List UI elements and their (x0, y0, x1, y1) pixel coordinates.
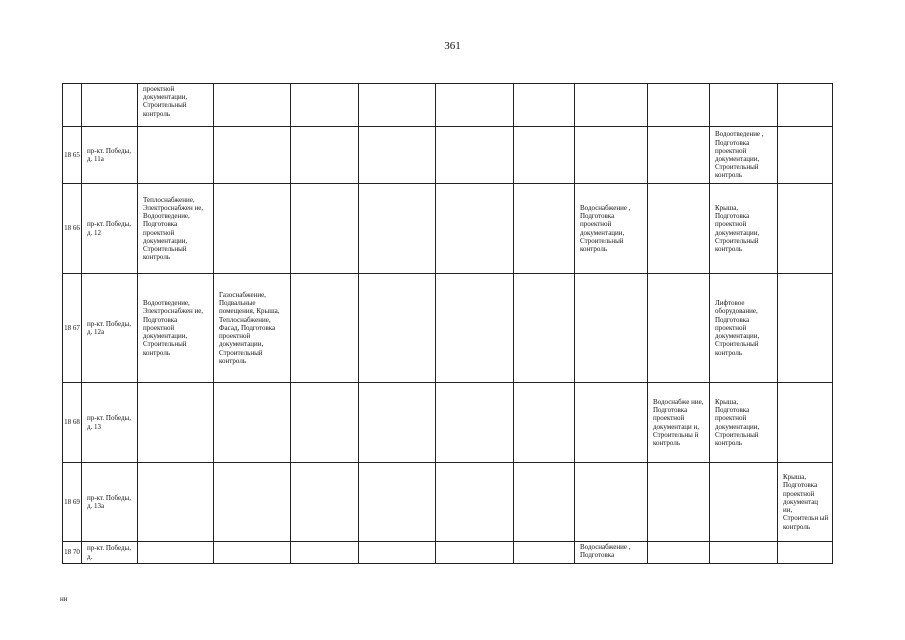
work-type-cell (575, 463, 648, 542)
address-cell (82, 84, 138, 127)
work-type-cell (514, 463, 575, 542)
address-cell: пр-кт. Победы, д. 12а (82, 274, 138, 383)
work-type-cell (514, 383, 575, 463)
row-number-cell: 18 67 (63, 274, 82, 383)
work-type-cell (436, 274, 514, 383)
work-type-cell (436, 84, 514, 127)
table-row (63, 84, 833, 127)
work-type-cell (514, 127, 575, 184)
page-number: 361 (444, 40, 461, 52)
address-cell: пр-кт. Победы, д. 11а (82, 127, 138, 184)
work-type-cell (436, 542, 514, 564)
work-type-cell (778, 127, 833, 184)
work-type-cell (778, 274, 833, 383)
work-type-cell (214, 542, 291, 564)
work-type-cell (359, 184, 436, 274)
work-type-cell (291, 127, 359, 184)
address-cell: пр-кт. Победы, д. 12 (82, 184, 138, 274)
works-table-body (63, 84, 833, 564)
row-number-cell: 18 68 (63, 383, 82, 463)
row-number-cell: 18 70 (63, 542, 82, 564)
address-cell: пр-кт. Победы, д. (82, 542, 138, 564)
work-type-cell (514, 84, 575, 127)
work-type-cell (214, 127, 291, 184)
work-type-cell (778, 184, 833, 274)
work-type-cell (710, 84, 778, 127)
work-type-cell (359, 84, 436, 127)
work-type-cell (138, 542, 214, 564)
work-type-cell (359, 274, 436, 383)
work-type-cell: Водоснабжение , Подготовка проектной документации, Строительный контроль (575, 184, 648, 274)
row-number-cell (63, 84, 82, 127)
work-type-cell (291, 84, 359, 127)
table-row (63, 127, 833, 184)
work-type-cell (359, 127, 436, 184)
work-type-cell (710, 542, 778, 564)
work-type-cell (648, 184, 710, 274)
work-type-cell (575, 127, 648, 184)
work-type-cell (214, 184, 291, 274)
work-type-cell (778, 542, 833, 564)
work-type-cell: Водоотведение, Электроснабжен ие, Подготовка проектной документации, Строительный контроль (138, 274, 214, 383)
work-type-cell (575, 274, 648, 383)
work-type-cell: Теплоснабжение, Электроснабжен ие, Водоотведение, Подготовка проектной документации, Строительный контроль (138, 184, 214, 274)
footer-mark: нн (60, 595, 68, 603)
work-type-cell (648, 542, 710, 564)
work-type-cell: Газоснабжение, Подвальные помещения, Крыша, Теплоснабжение, Фасад, Подготовка проектной документации, Строительный контроль (214, 274, 291, 383)
work-type-cell (778, 383, 833, 463)
works-table-container (62, 83, 833, 564)
work-type-cell (138, 127, 214, 184)
work-type-cell: Водоснабже ние, Подготовка проектной документаци и, Строительны й контроль (648, 383, 710, 463)
address-cell: пр-кт. Победы, д. 13а (82, 463, 138, 542)
table-row (63, 383, 833, 463)
table-row (63, 542, 833, 564)
work-type-cell (514, 274, 575, 383)
work-type-cell (214, 383, 291, 463)
row-number-cell: 18 65 (63, 127, 82, 184)
work-type-cell (710, 463, 778, 542)
work-type-cell: проектной документации, Строительный контроль (138, 84, 214, 127)
work-type-cell (359, 542, 436, 564)
row-number-cell: 18 66 (63, 184, 82, 274)
work-type-cell (291, 542, 359, 564)
work-type-cell (436, 463, 514, 542)
work-type-cell (214, 463, 291, 542)
table-row (63, 184, 833, 274)
work-type-cell (514, 184, 575, 274)
work-type-cell: Крыша, Подготовка проектной документац ии, Строительн ый контроль (778, 463, 833, 542)
work-type-cell (575, 383, 648, 463)
row-number-cell: 18 69 (63, 463, 82, 542)
work-type-cell (436, 383, 514, 463)
work-type-cell (138, 463, 214, 542)
work-type-cell (359, 463, 436, 542)
works-table (62, 83, 833, 564)
work-type-cell (648, 463, 710, 542)
work-type-cell (291, 383, 359, 463)
table-row (63, 274, 833, 383)
work-type-cell: Водоснабжение , Подготовка (575, 542, 648, 564)
work-type-cell (436, 127, 514, 184)
work-type-cell (214, 84, 291, 127)
address-cell: пр-кт. Победы, д. 13 (82, 383, 138, 463)
work-type-cell (514, 542, 575, 564)
work-type-cell (648, 84, 710, 127)
work-type-cell (778, 84, 833, 127)
work-type-cell: Крыша, Подготовка проектной документации, Строительный контроль (710, 184, 778, 274)
work-type-cell (436, 184, 514, 274)
work-type-cell (291, 274, 359, 383)
work-type-cell: Лифтовое оборудование, Подготовка проектной документации, Строительный контроль (710, 274, 778, 383)
work-type-cell (291, 463, 359, 542)
work-type-cell: Крыша, Подготовка проектной документации, Строительный контроль (710, 383, 778, 463)
work-type-cell (648, 274, 710, 383)
work-type-cell (138, 383, 214, 463)
table-row (63, 463, 833, 542)
work-type-cell (648, 127, 710, 184)
work-type-cell (291, 184, 359, 274)
work-type-cell (575, 84, 648, 127)
work-type-cell (359, 383, 436, 463)
work-type-cell: Водоотведение , Подготовка проектной документации, Строительный контроль (710, 127, 778, 184)
